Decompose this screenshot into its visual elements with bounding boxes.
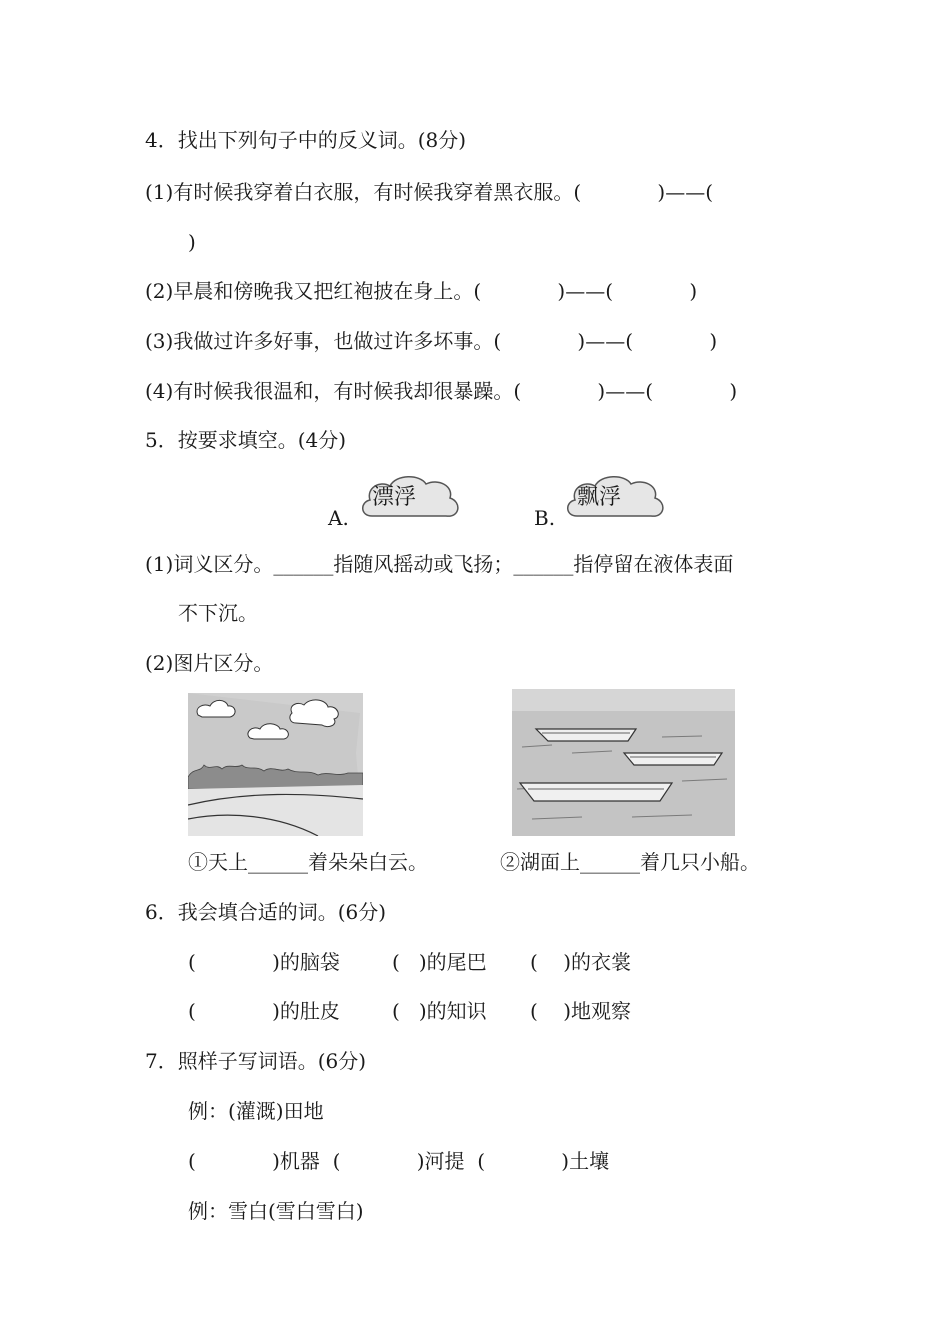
q7-blanks: ( )机器 ( )河提 ( )土壤	[188, 1149, 610, 1173]
q5-part2: (2)图片区分。	[145, 651, 274, 675]
q6-row1-item1: ( )的脑袋	[188, 950, 340, 974]
sky-clouds-picture	[188, 693, 363, 836]
option-a-cloud-icon	[358, 472, 464, 524]
q5-part1: (1)词义区分。______指随风摇动或飞扬；______指停留在液体表面	[145, 552, 734, 576]
q4-line1-cont: )	[188, 230, 196, 254]
option-b-cloud-icon	[563, 472, 669, 524]
q6-row2-item1: ( )的肚皮	[188, 999, 340, 1023]
q6-row1-item2: ( )的尾巴	[392, 950, 487, 974]
caption-sky: ①天上______着朵朵白云。	[188, 850, 428, 874]
q5-part1-cont: 不下沉。	[178, 601, 258, 625]
q4-title: 4．找出下列句子中的反义词。(8分)	[145, 128, 467, 152]
q4-line3: (3)我做过许多好事，也做过许多坏事。( )——( )	[145, 329, 718, 353]
q6-row1-item3: ( )的衣裳	[530, 950, 632, 974]
q4-line4: (4)有时候我很温和，有时候我却很暴躁。( )——( )	[145, 379, 738, 403]
q7-example1: 例：(灌溉)田地	[188, 1099, 324, 1123]
q7-title: 7．照样子写词语。(6分)	[145, 1049, 367, 1073]
q4-line2: (2)早晨和傍晚我又把红袍披在身上。( )——( )	[145, 279, 698, 303]
option-b-word: 飘浮	[577, 485, 622, 510]
q6-title: 6．我会填合适的词。(6分)	[145, 900, 387, 924]
option-a-word: 漂浮	[372, 485, 417, 510]
q6-row2-item2: ( )的知识	[392, 999, 487, 1023]
q7-example2: 例：雪白(雪白雪白)	[188, 1199, 364, 1223]
lake-boats-picture	[512, 689, 735, 836]
caption-lake: ②湖面上______着几只小船。	[500, 850, 760, 874]
q4-line1: (1)有时候我穿着白衣服，有时候我穿着黑衣服。( )——(	[145, 180, 714, 204]
q6-row2-item3: ( )地观察	[530, 999, 632, 1023]
option-a-label: A.	[328, 506, 349, 530]
q5-title: 5．按要求填空。(4分)	[145, 428, 347, 452]
option-b-label: B.	[534, 506, 556, 530]
